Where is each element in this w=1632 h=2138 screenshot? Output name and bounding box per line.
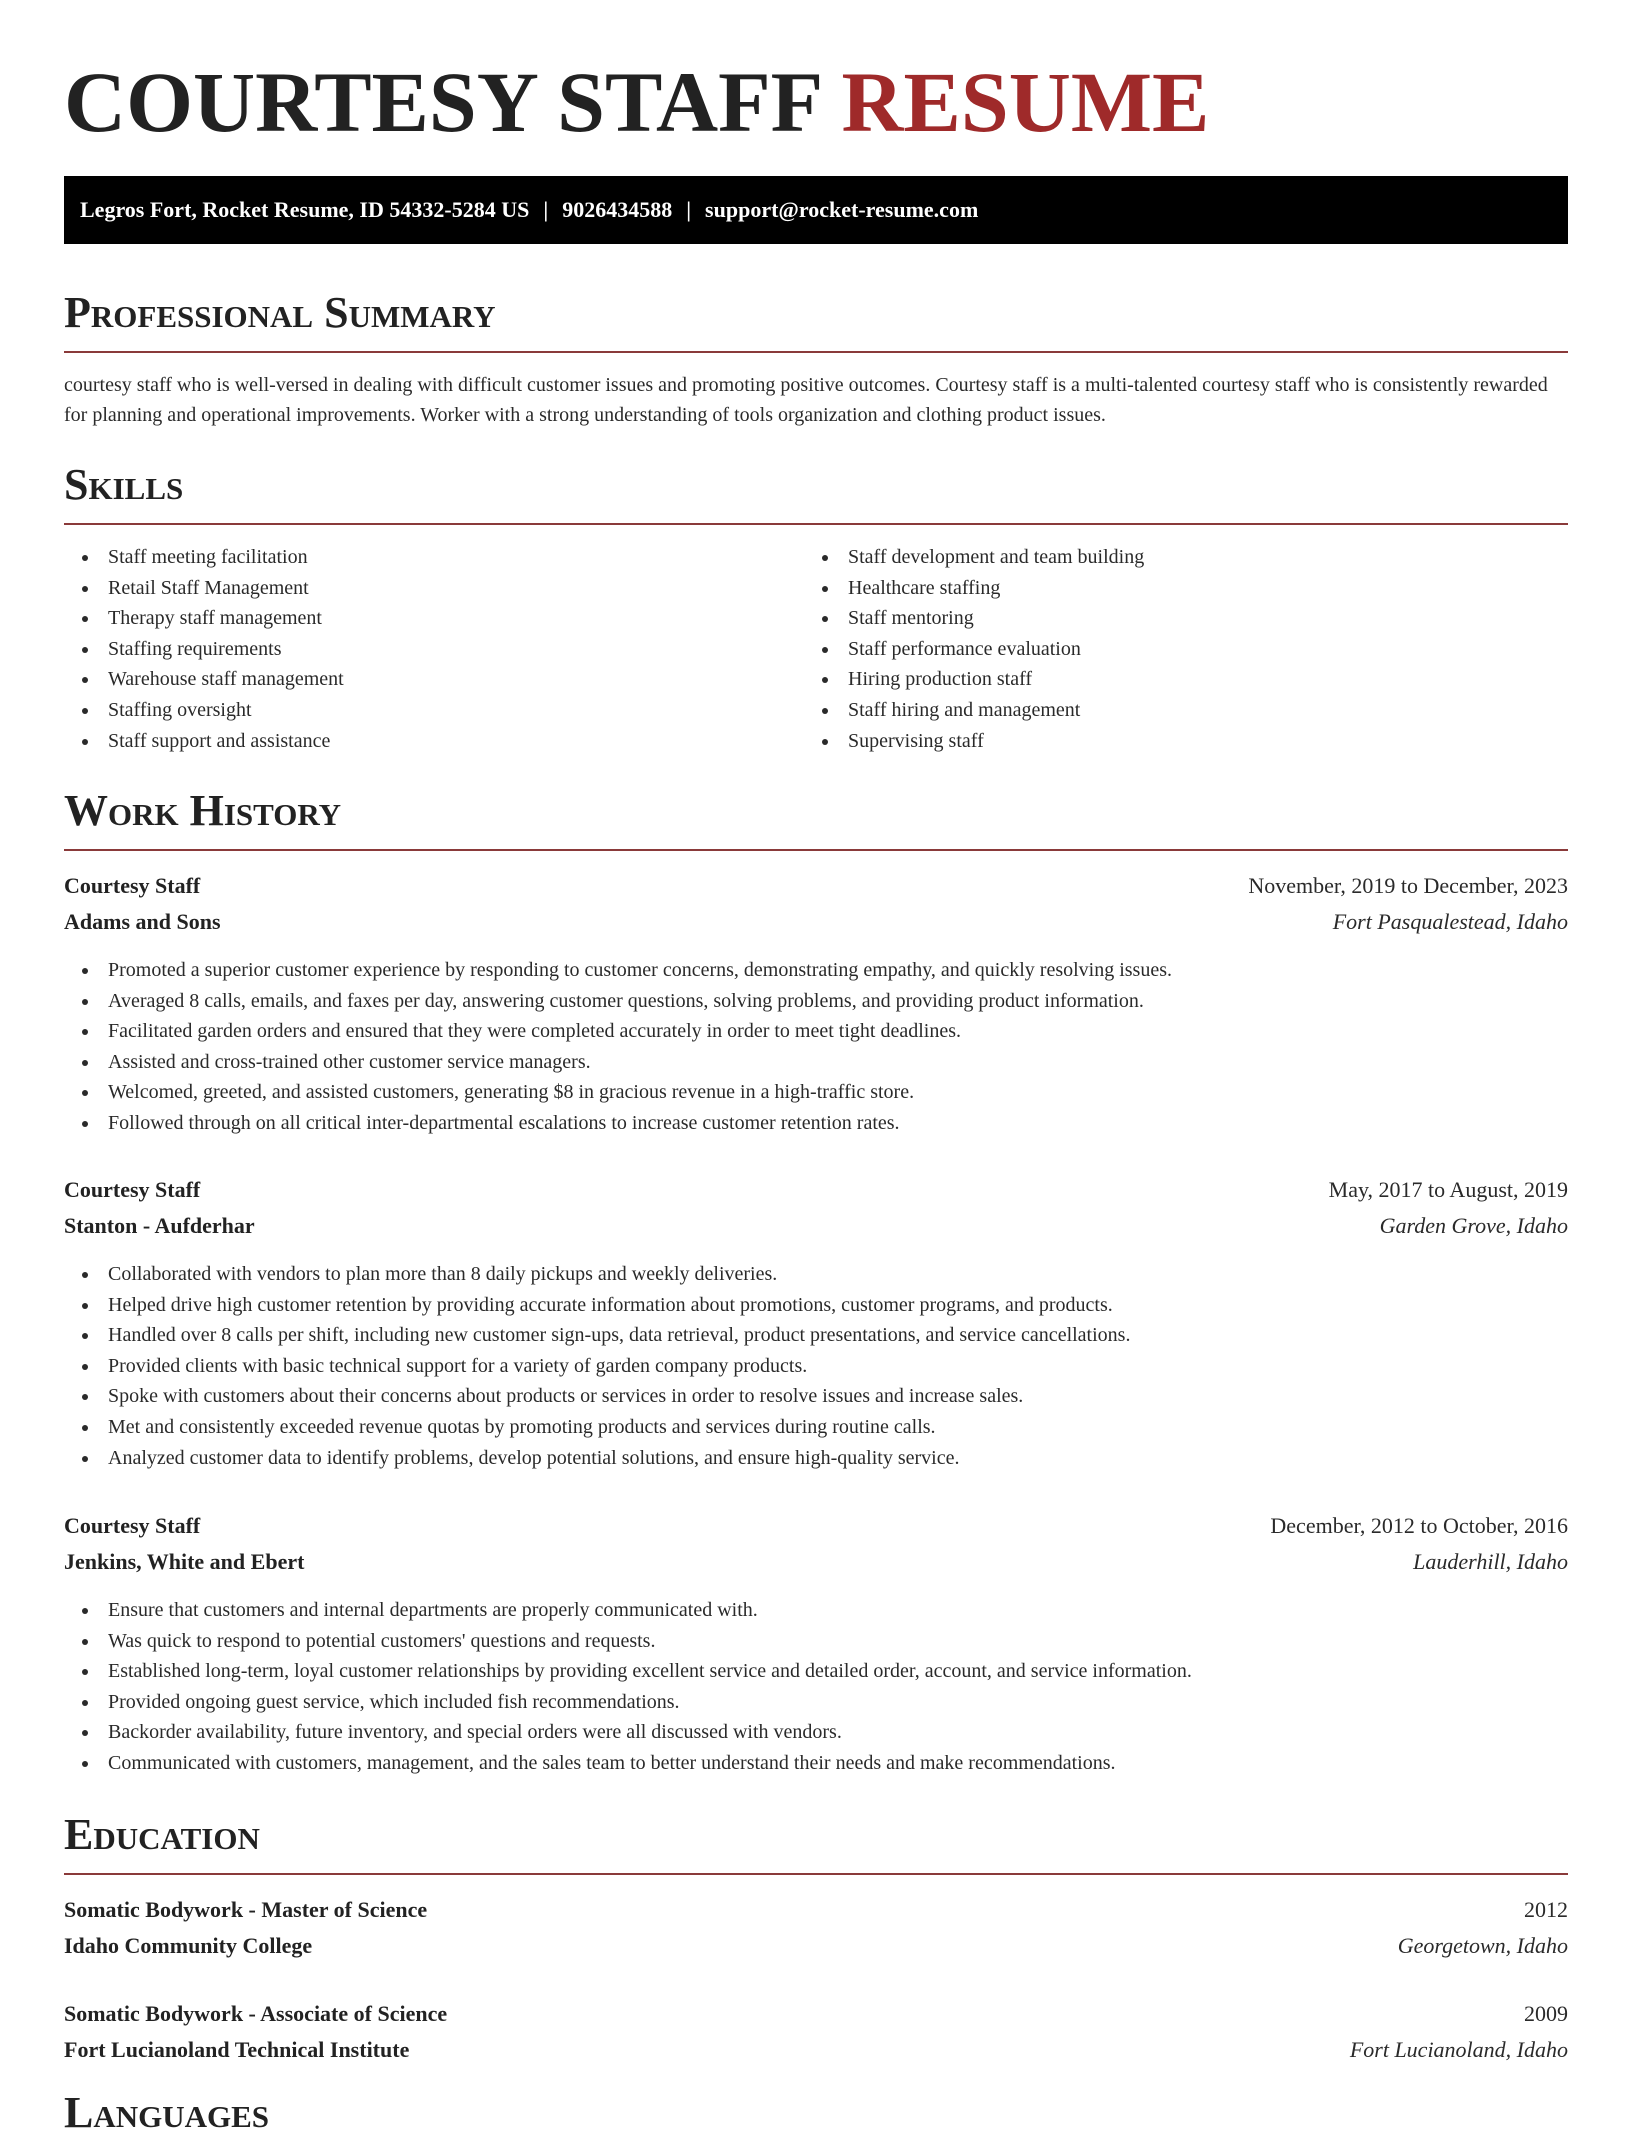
job-bullet: Welcomed, greeted, and assisted customers, generating $8 in gracious revenue in a high-traffic store. bbox=[64, 1077, 1172, 1108]
job-company: Adams and Sons bbox=[64, 909, 221, 934]
job-location: Garden Grove, Idaho bbox=[1379, 1213, 1568, 1238]
summary-text: courtesy staff who is well-versed in dealing with difficult customer issues and promoting positive outcomes. Courtesy staff is a multi-talented courtesy staff who is consistently rewarded for planning and operational improvements. Worker with a strong understanding of tools organization and clothing product issues. bbox=[64, 374, 1548, 426]
education-heading: Education bbox=[64, 1810, 260, 1859]
skill-item: Staff performance evaluation bbox=[804, 634, 1144, 665]
job-bullet: Helped drive high customer retention by providing accurate information about promotions, customer programs, and products. bbox=[64, 1290, 1130, 1321]
education-school: Fort Lucianoland Technical Institute bbox=[64, 2037, 410, 2062]
job-title: Courtesy Staff bbox=[64, 873, 201, 898]
contact-separator: | bbox=[686, 197, 692, 222]
job-dates: November, 2019 to December, 2023 bbox=[1248, 873, 1568, 898]
job-bullet: Provided clients with basic technical support for a variety of garden company products. bbox=[64, 1351, 1130, 1382]
job-title-row bbox=[64, 1172, 1568, 1208]
contact-address: Legros Fort, Rocket Resume, ID 54332-5284 US bbox=[80, 197, 530, 222]
skills-list-left bbox=[64, 542, 344, 756]
job-bullet: Analyzed customer data to identify problems, develop potential solutions, and ensure high-quality service. bbox=[64, 1443, 1130, 1474]
contact-bar bbox=[64, 176, 1568, 244]
education-location: Georgetown, Idaho bbox=[1397, 1933, 1568, 1958]
title-main: COURTESY STAFF bbox=[64, 54, 820, 150]
education-degree: Somatic Bodywork - Associate of Science bbox=[64, 2001, 448, 2026]
resume-title bbox=[64, 52, 1209, 152]
job-bullet: Promoted a superior customer experience by responding to customer concerns, demonstrating empathy, and quickly resolving issues. bbox=[64, 955, 1172, 986]
job-bullets bbox=[64, 955, 1172, 1139]
education-school: Idaho Community College bbox=[64, 1933, 313, 1958]
job-bullets bbox=[64, 1595, 1192, 1779]
skill-item: Staff support and assistance bbox=[64, 726, 344, 757]
contact-separator: | bbox=[543, 197, 549, 222]
job-bullet: Collaborated with vendors to plan more than 8 daily pickups and weekly deliveries. bbox=[64, 1259, 1130, 1290]
job-bullet: Facilitated garden orders and ensured that they were completed accurately in order to meet tight deadlines. bbox=[64, 1016, 1172, 1047]
job-bullet: Ensure that customers and internal departments are properly communicated with. bbox=[64, 1595, 1192, 1626]
job-company-row bbox=[64, 904, 1568, 940]
job-bullet: Averaged 8 calls, emails, and faxes per day, answering customer questions, solving problems, and providing product information. bbox=[64, 986, 1172, 1017]
skill-item: Warehouse staff management bbox=[64, 664, 344, 695]
job-bullet: Met and consistently exceeded revenue quotas by promoting products and services during routine calls. bbox=[64, 1412, 1130, 1443]
skills-heading: Skills bbox=[64, 460, 184, 509]
education-school-row bbox=[64, 2032, 1568, 2068]
section-divider bbox=[64, 523, 1568, 525]
job-bullet: Assisted and cross-trained other customer service managers. bbox=[64, 1047, 1172, 1078]
job-company-row bbox=[64, 1544, 1568, 1580]
job-dates: May, 2017 to August, 2019 bbox=[1328, 1177, 1568, 1202]
job-bullet: Spoke with customers about their concerns about products or services in order to resolve issues and increase sales. bbox=[64, 1381, 1130, 1412]
job-bullet: Was quick to respond to potential customers' questions and requests. bbox=[64, 1626, 1192, 1657]
education-location: Fort Lucianoland, Idaho bbox=[1349, 2037, 1568, 2062]
job-company-row bbox=[64, 1208, 1568, 1244]
job-bullets bbox=[64, 1259, 1130, 1473]
education-degree: Somatic Bodywork - Master of Science bbox=[64, 1897, 428, 1922]
skill-item: Staff mentoring bbox=[804, 603, 1144, 634]
job-bullet: Communicated with customers, management, and the sales team to better understand their needs and make recommendations. bbox=[64, 1748, 1192, 1779]
job-bullet: Handled over 8 calls per shift, including new customer sign-ups, data retrieval, product presentations, and service cancellations. bbox=[64, 1320, 1130, 1351]
education-year: 2009 bbox=[1524, 2001, 1568, 2026]
contact-email: support@rocket-resume.com bbox=[705, 197, 979, 222]
job-bullet: Backorder availability, future inventory, and special orders were all discussed with vendors. bbox=[64, 1717, 1192, 1748]
skill-item: Hiring production staff bbox=[804, 664, 1144, 695]
skill-item: Staffing requirements bbox=[64, 634, 344, 665]
skill-item: Therapy staff management bbox=[64, 603, 344, 634]
job-dates: December, 2012 to October, 2016 bbox=[1270, 1513, 1568, 1538]
job-bullet: Provided ongoing guest service, which included fish recommendations. bbox=[64, 1687, 1192, 1718]
education-degree-row bbox=[64, 1892, 1568, 1928]
education-degree-row bbox=[64, 1996, 1568, 2032]
skill-item: Staff hiring and management bbox=[804, 695, 1144, 726]
job-location: Fort Pasqualestead, Idaho bbox=[1332, 909, 1568, 934]
job-title-row bbox=[64, 1508, 1568, 1544]
skill-item: Healthcare staffing bbox=[804, 573, 1144, 604]
skill-item: Retail Staff Management bbox=[64, 573, 344, 604]
skills-list-right bbox=[804, 542, 1144, 756]
skill-item: Staff meeting facilitation bbox=[64, 542, 344, 573]
job-company: Stanton - Aufderhar bbox=[64, 1213, 255, 1238]
education-year: 2012 bbox=[1524, 1897, 1568, 1922]
job-title-row bbox=[64, 868, 1568, 904]
contact-phone: 9026434588 bbox=[562, 197, 673, 222]
job-title: Courtesy Staff bbox=[64, 1177, 201, 1202]
job-company: Jenkins, White and Ebert bbox=[64, 1549, 305, 1574]
job-title: Courtesy Staff bbox=[64, 1513, 201, 1538]
section-divider bbox=[64, 1873, 1568, 1875]
languages-heading: Languages bbox=[64, 2088, 270, 2137]
education-school-row bbox=[64, 1928, 1568, 1964]
job-location: Lauderhill, Idaho bbox=[1413, 1549, 1568, 1574]
job-bullet: Established long-term, loyal customer relationships by providing excellent service and detailed order, account, and service information. bbox=[64, 1656, 1192, 1687]
skill-item: Staffing oversight bbox=[64, 695, 344, 726]
job-bullet: Followed through on all critical inter-departmental escalations to increase customer retention rates. bbox=[64, 1108, 1172, 1139]
skill-item: Supervising staff bbox=[804, 726, 1144, 757]
title-accent: RESUME bbox=[841, 54, 1210, 150]
section-divider bbox=[64, 849, 1568, 851]
summary-heading: Professional Summary bbox=[64, 288, 496, 337]
section-divider bbox=[64, 351, 1568, 353]
work-heading: Work History bbox=[64, 786, 342, 835]
skill-item: Staff development and team building bbox=[804, 542, 1144, 573]
